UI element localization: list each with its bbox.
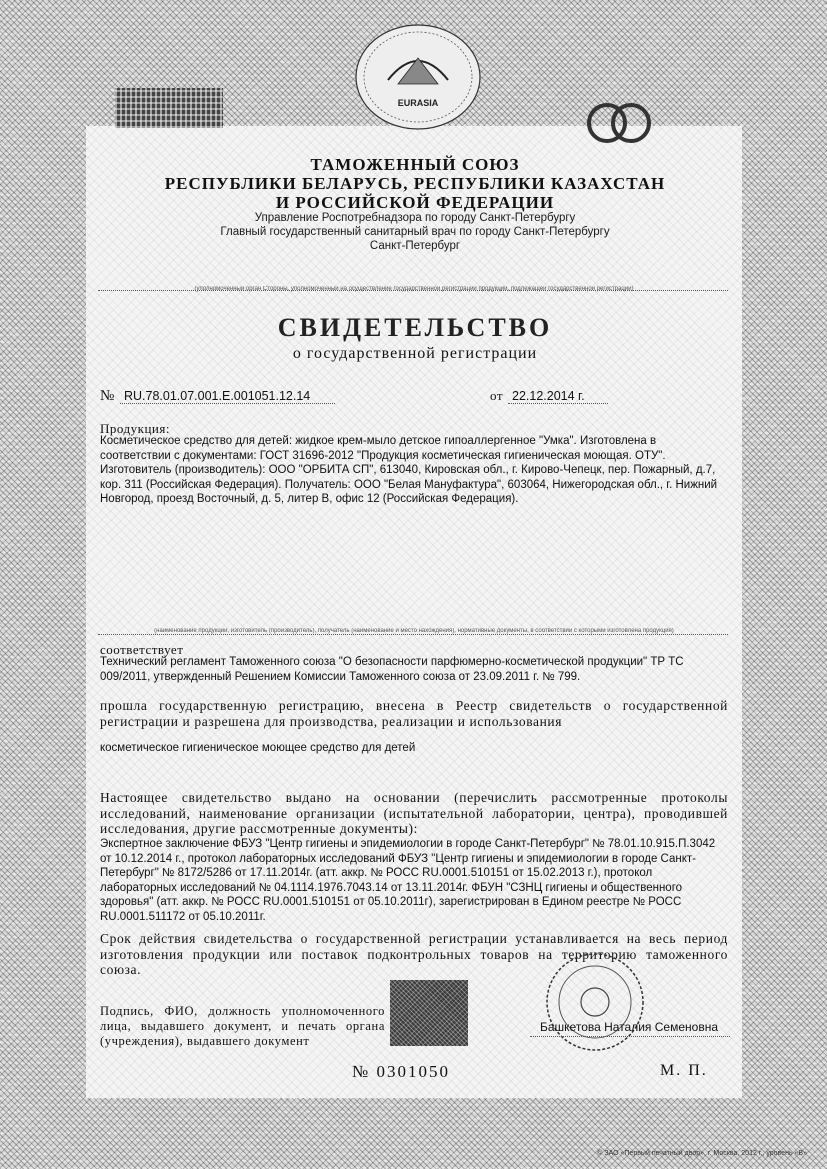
product-label: Продукция: (100, 421, 170, 436)
registry-statement: прошла государственную регистрацию, внесена в Реестр свидетельств о государственной регистрации и разрешена для производства, реализации и использования (100, 698, 728, 729)
printer-footer: © ЗАО «Первый печатный двор», г. Москва, 2012 г., уровень «В» (597, 1150, 807, 1157)
number-underline (120, 403, 335, 404)
registration-number: RU.78.01.07.001.Е.001051.12.14 (124, 389, 311, 403)
authority-line-2: Главный государственный санитарный врач по городу Санкт-Петербургу (220, 226, 610, 238)
round-stamp (520, 952, 670, 1062)
document-subtitle: о государственной регистрации (292, 345, 538, 362)
date-label: от (490, 388, 504, 403)
product-underline (98, 634, 728, 635)
serial-number: № 0301050 (352, 1062, 450, 1081)
authority-line-1: Управление Роспотребнадзора по городу Санкт-Петербургу (254, 212, 576, 224)
signatory-name: Башкетова Наталия Семеновна (540, 1020, 719, 1034)
product-caption: (наименование продукции, изготовитель (производитель), получатель (наименование и место нахождения), нормативные документы, в соответствии с которыми изготовлена продукция) (154, 628, 674, 634)
registration-date: 22.12.2014 г. (512, 389, 585, 403)
basis-text: Экспертное заключение ФБУЗ "Центр гигиены и эпидемиологии в городе Санкт-Петербург" № 78.01.10.915.П.3042 от 10.12.2014 г., протокол лабораторных исследований ФБУЗ "Центр гигиены и эпидемиологии в городе Санкт-Петербург" № 8172/5286 от 17.11.2014г. (атт. аккр. № РОСС RU.0001.510151 от 15.02.2013 г.), протокол лабораторных исследований № 04.1114.1976.7043.14 от 13.11.2014г. ФБУН "СЗНЦ гигиены и общественного здоровья" (атт. аккр. № РОСС RU.0001.510151 от 05.10.2011г), зарегистрирован в Едином реестре № РОСС RU.0001.511172 от 05.10.2011г. (100, 838, 716, 923)
validity-statement: Срок действия свидетельства о государственной регистрации устанавливается на весь период изготовления продукции или поставок подконтрольных товаров на территорию таможенного союза. (100, 931, 728, 977)
hologram-strip (115, 88, 223, 128)
compliance-text: Технический регламент Таможенного союза "О безопасности парфюмерно-косметической продукции" ТР ТС 009/2011, утвержденный Решением Комиссии Таможенного союза от 23.09.2011 г. № 799. (100, 656, 684, 683)
number-label: № (100, 388, 115, 404)
usage-text: косметическое гигиеническое моющее средство для детей (100, 742, 416, 754)
compliance-label: соответствует (100, 642, 184, 657)
header-countries-1: РЕСПУБЛИКИ БЕЛАРУСЬ, РЕСПУБЛИКИ КАЗАХСТАН (164, 174, 666, 193)
signature-label: Подпись, ФИО, должность уполномоченного лица, выдавшего документ, и печать органа (учреждения), выдавшего документ (100, 1004, 385, 1048)
hologram-seal (390, 980, 468, 1046)
signature-underline (530, 1036, 730, 1037)
header-countries-2: И РОССИЙСКОЙ ФЕДЕРАЦИИ (275, 193, 555, 212)
seal-label: М. П. (660, 1062, 708, 1079)
header-union: ТАМОЖЕННЫЙ СОЮЗ (310, 155, 520, 174)
document-title: СВИДЕТЕЛЬСТВО (277, 313, 553, 342)
authority-line-3: Санкт-Петербург (369, 240, 461, 252)
eurasia-emblem (353, 22, 483, 132)
rings-mark (584, 100, 654, 146)
emblem-text: EURASIA (397, 98, 439, 108)
product-text: Косметическое средство для детей: жидкое крем-мыло детское гипоаллергенное "Умка". Изготовлена в соответствии с документами: ГОСТ 31696-2012 "Продукция косметическая гигиеническая моющая. ОТУ". Изготовитель (производитель): ООО "ОРБИТА СП", 613040, Кировская обл., г. Кирово-Чепецк, пер. Пожарный, д.7, кор. 311 (Российская Федерация). Получатель: ООО "Белая Мануфактура", 603064, Нижегородская обл., г. Нижний Новгород, проезд Восточный, д. 5, литер В, офис 12 (Российская Федерация). (100, 435, 718, 505)
basis-statement: Настоящее свидетельство выдано на основании (перечислить рассмотренные протоколы исследований, наименование организации (испытательной лаборатории, центра), проводившей исследования, другие рассмотренные документы): (100, 790, 728, 836)
authority-caption: (уполномоченный орган Стороны, уполномоченный на осуществление государственной регистрации продукции, подлежащей государственной регистрации) (194, 286, 634, 292)
date-underline (508, 403, 608, 404)
